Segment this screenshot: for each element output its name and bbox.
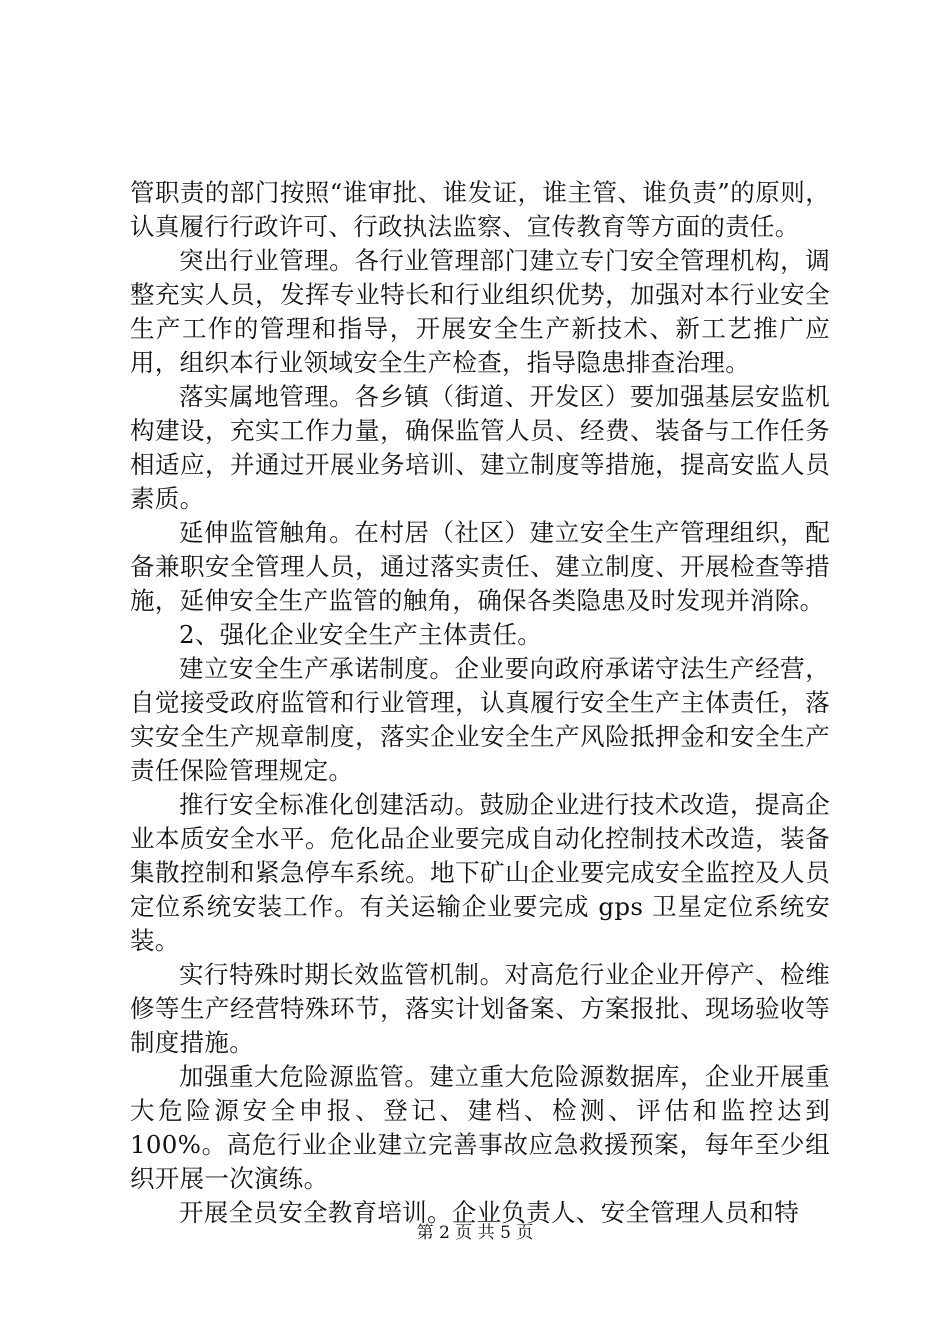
section-heading: 2、强化企业安全生产主体责任。 xyxy=(179,620,543,649)
paragraph: 管职责的部门按照“谁审批、谁发证，谁主管、谁负责”的原则，认真履行行政许可、行政执法监察、宣传教育等方面的责任。 xyxy=(130,178,830,241)
page-footer: 第 2 页 共 5 页 xyxy=(416,1223,534,1243)
paragraph: 加强重大危险源监管。建立重大危险源数据库，企业开展重大危险源安全申报、登记、建档、检测、评估和监控达到100%。高危行业企业建立完善事故应急救援预案，每年至少组织开展一次演练。 xyxy=(130,1062,830,1193)
paragraph: 延伸监管触角。在村居（社区）建立安全生产管理组织，配备兼职安全管理人员，通过落实责任、建立制度、开展检查等措施，延伸安全生产监管的触角，确保各类隐患及时发现并消除。 xyxy=(130,518,830,615)
paragraph: 推行安全标准化创建活动。鼓励企业进行技术改造，提高企业本质安全水平。危化品企业要完成自动化控制技术改造，装备集散控制和紧急停车系统。地下矿山企业要完成安全监控及人员定位系统安装工作。有关运输企业要完成 gps 卫星定位系统安装。 xyxy=(130,790,830,955)
paragraph: 落实属地管理。各乡镇（街道、开发区）要加强基层安监机构建设，充实工作力量，确保监管人员、经费、装备与工作任务相适应，并通过开展业务培训、建立制度等措施，提高安监人员素质。 xyxy=(130,382,830,513)
paragraph: 突出行业管理。各行业管理部门建立专门安全管理机构，调整充实人员，发挥专业特长和行业组织优势，加强对本行业安全生产工作的管理和指导，开展安全生产新技术、新工艺推广应用，组织本行业领域安全生产检查，指导隐患排查治理。 xyxy=(130,246,830,377)
body-text xyxy=(130,176,830,1230)
paragraph: 建立安全生产承诺制度。企业要向政府承诺守法生产经营，自觉接受政府监管和行业管理，认真履行安全生产主体责任，落实安全生产规章制度，落实企业安全生产风险抵押金和安全生产责任保险管理规定。 xyxy=(130,654,830,785)
paragraph: 开展全员安全教育培训。企业负责人、安全管理人员和特 xyxy=(179,1198,799,1227)
paragraph: 实行特殊时期长效监管机制。对高危行业企业开停产、检维修等生产经营特殊环节，落实计划备案、方案报批、现场验收等制度措施。 xyxy=(130,960,830,1057)
